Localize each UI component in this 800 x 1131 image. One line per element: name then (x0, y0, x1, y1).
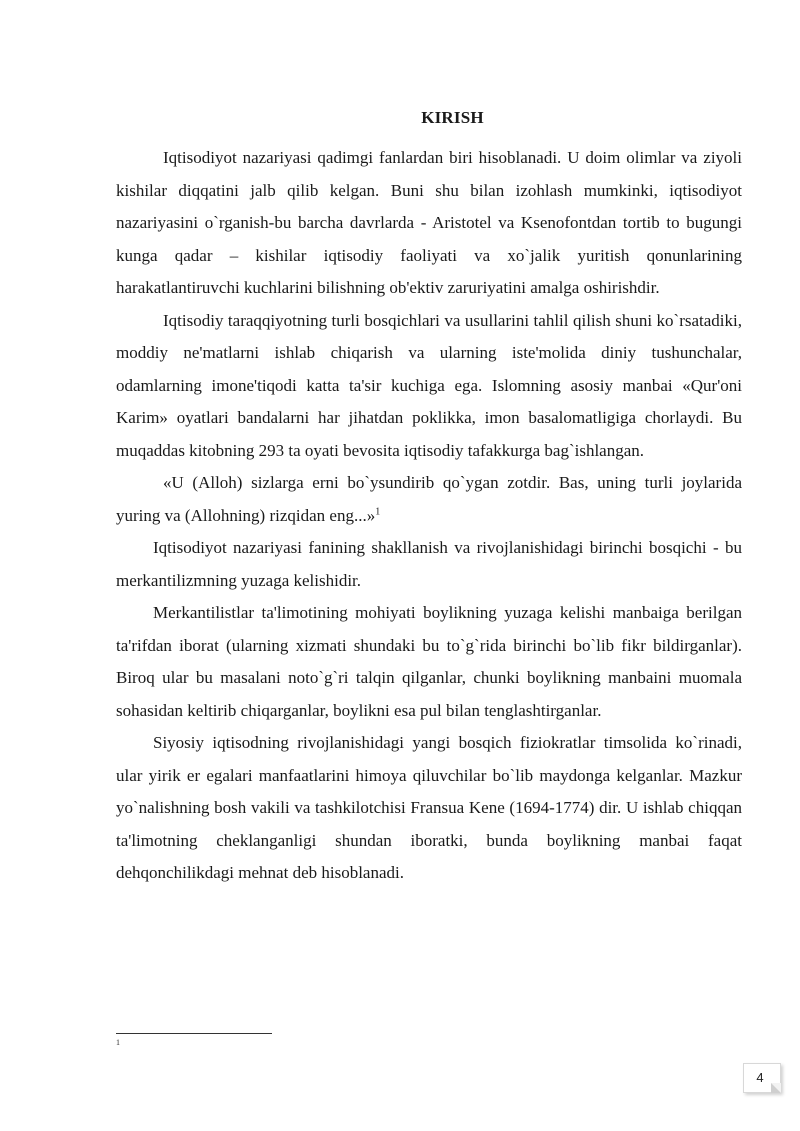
page-number-badge (743, 1063, 781, 1093)
footnote-number: 1 (116, 1038, 120, 1047)
paragraph-3-quote (116, 467, 742, 532)
paragraph-text: Iqtisodiyot nazariyasi fanining shakllanish va rivojlanishidagi birinchi bosqichi - bu merkantilizmning yuzaga kelishidir. (116, 538, 742, 590)
page-number: 4 (756, 1070, 764, 1085)
paragraph-5 (116, 597, 742, 727)
paragraph-text: Iqtisodiy taraqqiyotning turli bosqichlari va usullarini tahlil qilish shuni ko`rsatadiki, moddiy ne'matlarni ishlab chiqarish va ularning iste'molida diniy tushunchalar, odamlarning imone'tiqodi katta ta'sir kuchiga ega. Islomning asosiy manbai «Qur'oni Karim» oyatlari bandalarni har jihatdan poklikka, imon basalomatligiga chorlaydi. Bu muqaddas kitobning 293 ta oyati bevosita iqtisodiy tafakkurga bag`ishlangan. (116, 310, 742, 460)
paragraph-text: Merkantilistlar ta'limotining mohiyati boylikning yuzaga kelishi manbaiga berilgan ta'rifdan iborat (ularning xizmati shundaki bu to`g`rida birinchi bo`lib fikr bildirganlar). Biroq ular bu masalani noto`g`ri talqin qilganlar, chunki boylikning manbaini muomala sohasidan keltirib chiqarganlar, boylikni esa pul bilan tenglashtirganlar. (116, 603, 742, 720)
paragraph-1 (116, 142, 742, 305)
quote-text: «U (Alloh) sizlarga erni bo`ysundirib qo`ygan zotdir. Bas, uning turli joylarida yuring va (Allohning) rizqidan eng...» (116, 473, 742, 525)
page-curl-icon (771, 1083, 781, 1093)
footnote-separator (116, 1033, 272, 1034)
paragraph-4 (116, 532, 742, 597)
paragraph-2 (116, 305, 742, 468)
paragraph-text: Siyosiy iqtisodning rivojlanishidagi yangi bosqich fiziokratlar timsolida ko`rinadi, ular yirik er egalari manfaatlarini himoya qiluvchilar bo`lib maydonga kelganlar. Mazkur yo`nalishning bosh vakili va tashkilotchisi Fransua Kene (1694-1774) dir. U ishlab chiqqan ta'limotning cheklanganligi shundan iboratki, bunda boylikning manbai faqat dehqonchilikdagi mehnat deb hisoblanadi. (116, 733, 742, 882)
body-text (116, 142, 742, 890)
paragraph-text: Iqtisodiyot nazariyasi qadimgi fanlardan biri hisoblanadi. U doim olimlar va ziyoli kishilar diqqatini jalb qilib kelgan. Buni shu bilan izohlash mumkinki, iqtisodiyot nazariyasini o`rganish-bu barcha davrlarda - Aristotel va Ksenofontdan tortib to bugungi kunga qadar – kishilar iqtisodiy faoliyati va xo`jalik yuritish qonunlarining harakatlantiruvchi kuchlarini bilishning ob'ektiv zaruriyatini amalga oshirishdir. (116, 148, 742, 297)
page-title: KIRISH (421, 108, 484, 127)
footnote-reference[interactable]: 1 (375, 505, 381, 517)
paragraph-6 (116, 727, 742, 890)
